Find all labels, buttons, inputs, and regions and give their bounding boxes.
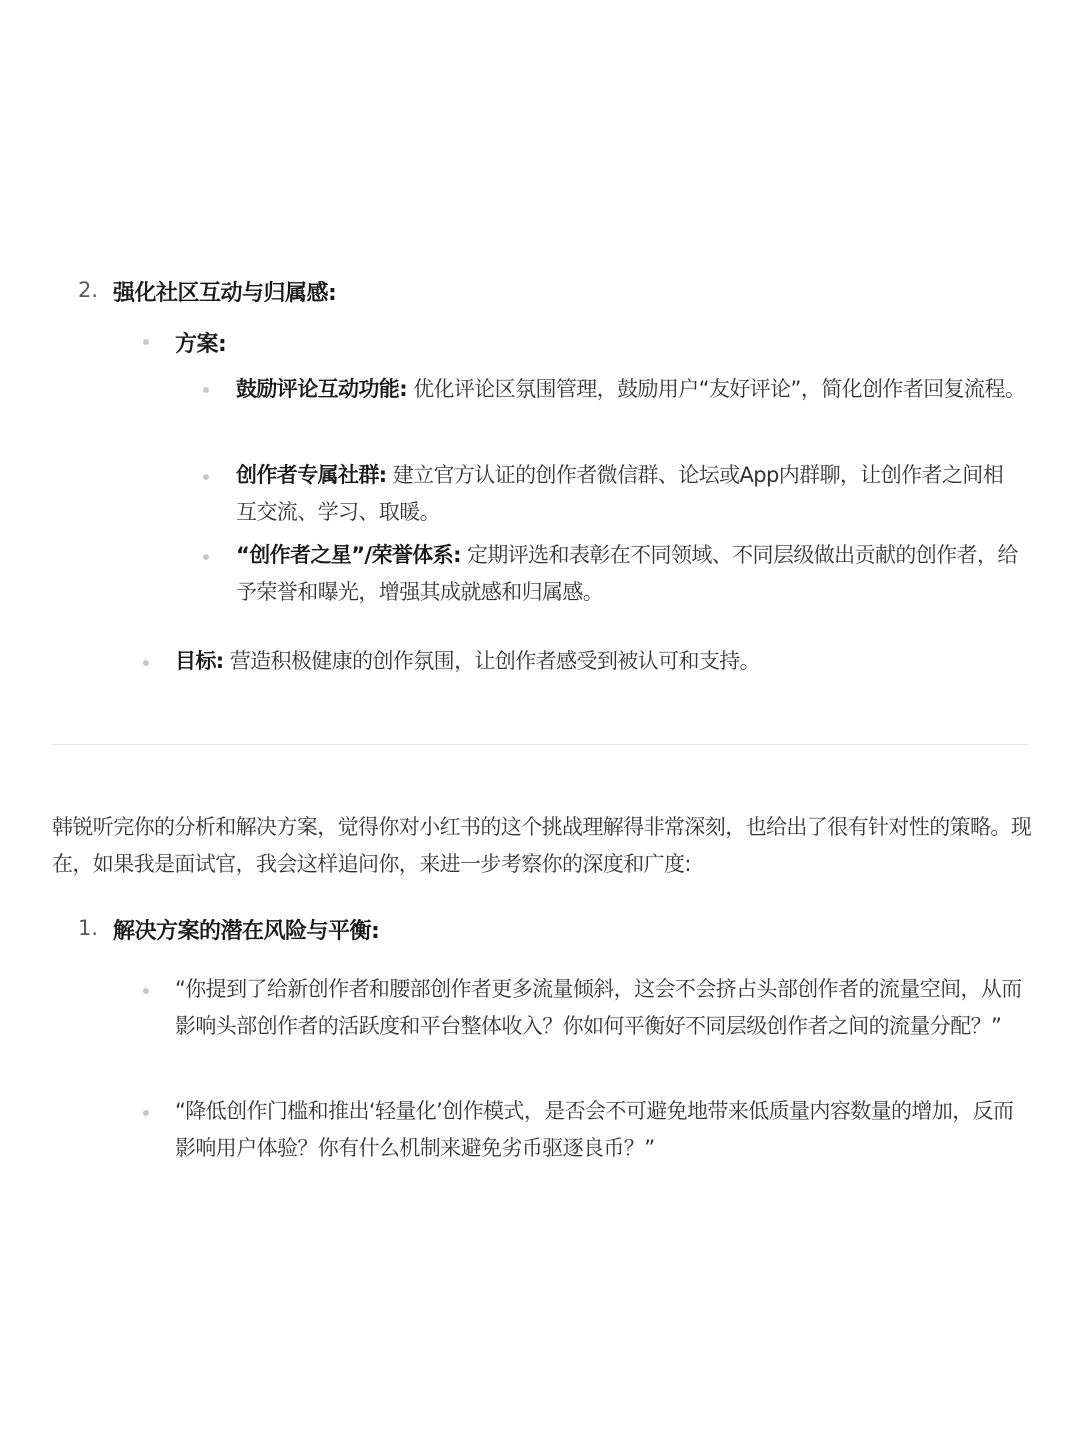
item-label: 创作者专属社群: (236, 463, 387, 487)
goal-label: 目标: (175, 649, 224, 673)
bullet-icon (203, 387, 209, 393)
list-item (236, 457, 1021, 531)
divider (52, 744, 1028, 745)
question-item: “你提到了给新创作者和腰部创作者更多流量倾斜，这会不会挤占头部创作者的流量空间，从而影响头部创作者的活跃度和平台整体收入？你如何平衡好不同层级创作者之间的流量分配？” (175, 977, 1022, 1038)
bullet-icon (203, 474, 209, 480)
goal-text: 营造积极健康的创作氛围，让创作者感受到被认可和支持。 (229, 649, 761, 673)
list-number: 2. (78, 278, 99, 302)
item-text: 定期评选和表彰在不同领域、不同层级做出贡献的创作者，给予荣誉和曝光，增强其成就感和归属感。 (236, 543, 1018, 604)
item-label: 鼓励评论互动功能: (236, 377, 407, 401)
item-text: 建立官方认证的创作者微信群、论坛或App内群聊，让创作者之间相互交流、学习、取暖。 (236, 463, 1004, 524)
bullet-icon (143, 660, 149, 666)
section-title: 解决方案的潜在风险与平衡: (113, 919, 380, 944)
section-title: 强化社区互动与归属感: (113, 281, 337, 306)
bullet-icon (143, 1110, 149, 1116)
list-number: 1. (78, 916, 99, 940)
item-text: 优化评论区氛围管理，鼓励用户“友好评论”，简化创作者回复流程。 (413, 377, 1026, 401)
intro-paragraph: 韩锐听完你的分析和解决方案，觉得你对小红书的这个挑战理解得非常深刻，也给出了很有针对性的策略。现在，如果我是面试官，我会这样追问你，来进一步考察你的深度和广度: (52, 815, 1032, 876)
goal-item (175, 643, 1035, 680)
list-item (236, 537, 1036, 611)
bullet-icon (143, 988, 149, 994)
bullet-icon (143, 339, 149, 345)
list-item (236, 371, 1036, 408)
question-item: “降低创作门槛和推出‘轻量化’创作模式，是否会不可避免地带来低质量内容数量的增加，反而影响用户体验？你有什么机制来避免劣币驱逐良币？” (175, 1099, 1014, 1160)
item-label: “创作者之星”/荣誉体系: (236, 543, 461, 567)
bullet-icon (203, 554, 209, 560)
plan-label: 方案: (175, 332, 227, 357)
